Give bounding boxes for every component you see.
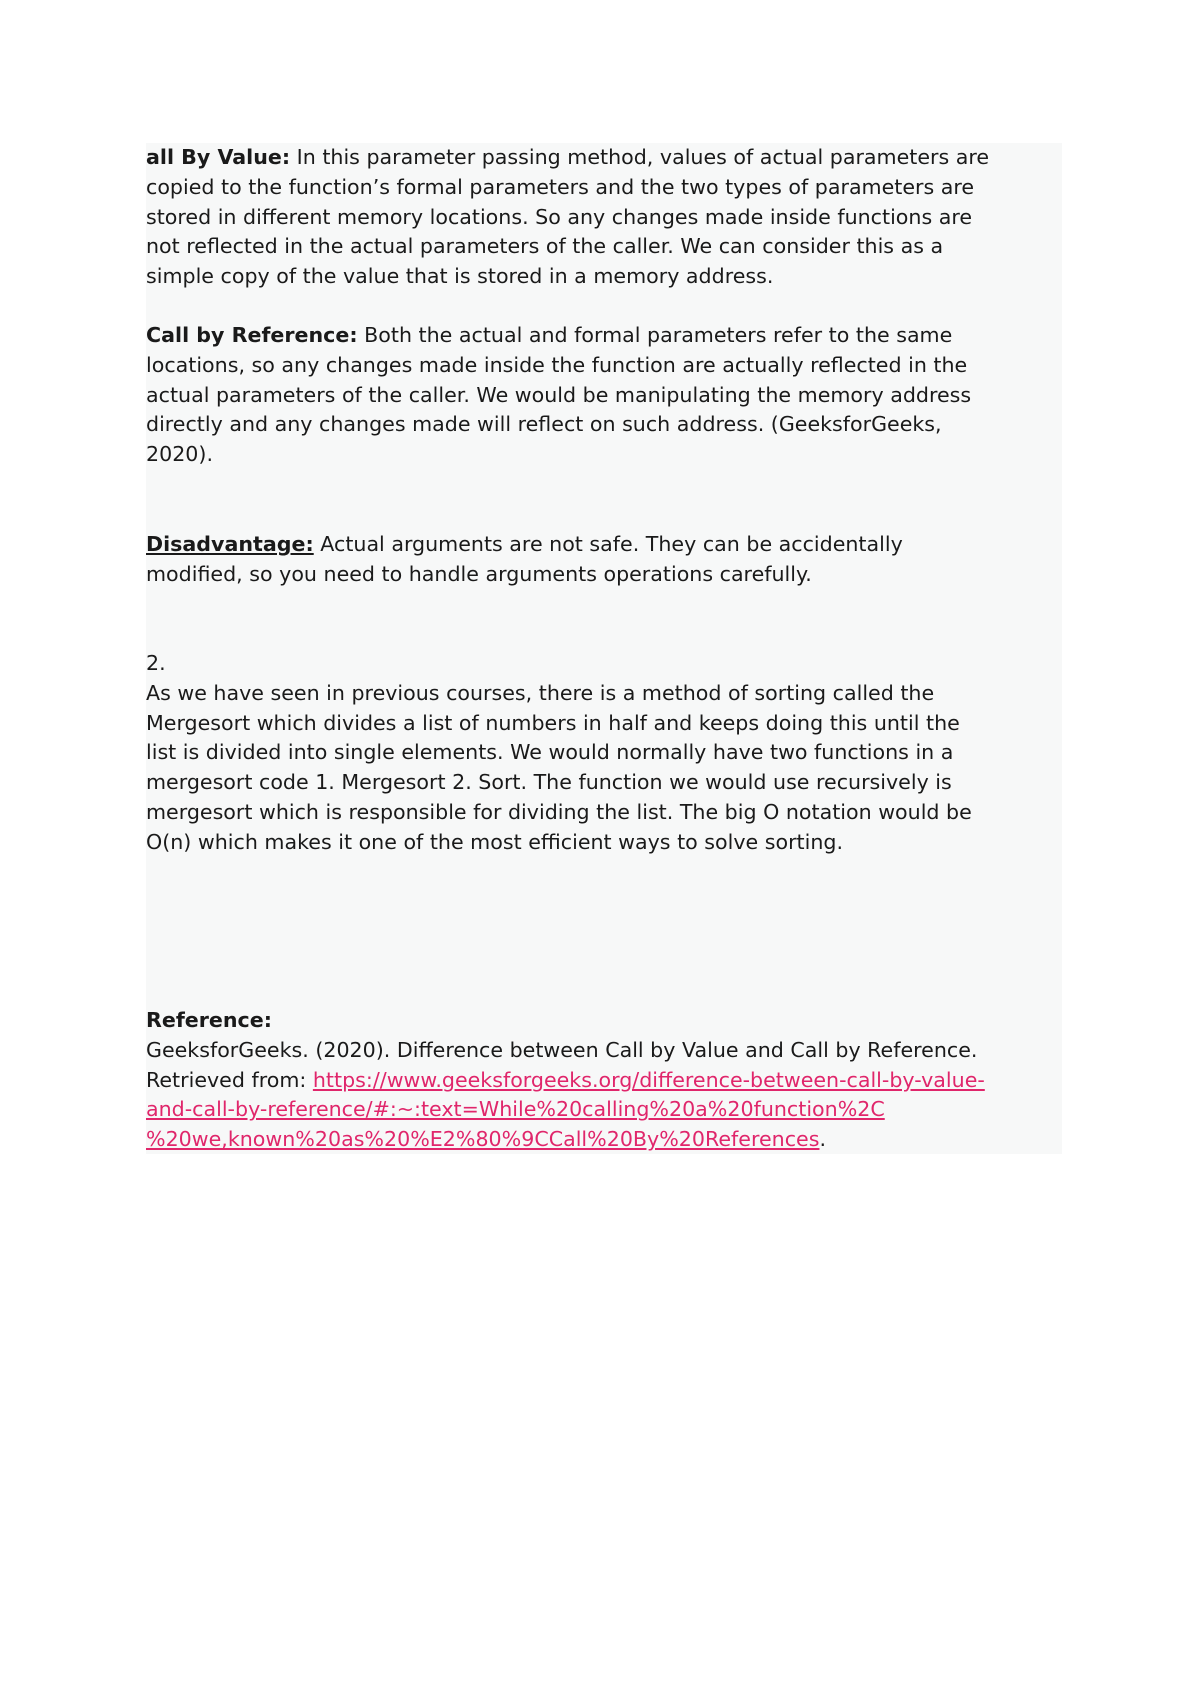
paragraph-line [146,143,989,173]
call-by-reference-heading: Call by Reference: [146,323,358,347]
paragraph-line: not reflected in the actual parameters of the caller. We can consider this as a [146,234,944,259]
reference-link-part-1[interactable]: https://www.geeksforgeeks.org/difference-between-call-by-value- [312,1067,985,1092]
paragraph-line: actual parameters of the caller. We would be manipulating the memory address [146,382,972,407]
paragraph-line: simple copy of the value that is stored in a memory address. [146,264,774,289]
paragraph-line: directly and any changes made will reflect on such address. (GeeksforGeeks, [146,412,942,437]
call-by-value-heading: all By Value: [146,145,291,169]
call-by-reference-paragraph [146,321,971,470]
paragraph-line: mergesort code 1. Mergesort 2. Sort. The function we would use recursively is [146,770,952,795]
paragraph-line: list is divided into single elements. We would normally have two functions in a [146,740,954,765]
call-by-value-paragraph [146,143,989,292]
disadvantage-heading: Disadvantage: [146,532,314,556]
question-2-paragraph [146,649,972,858]
reference-trailing-period: . [819,1127,826,1152]
paragraph-line: As we have seen in previous courses, there is a method of sorting called the [146,680,935,705]
paragraph-line: mergesort which is responsible for dividing the list. The big O notation would be [146,799,972,824]
document-body [146,143,1062,1154]
paragraph-line [146,530,903,560]
retrieved-from-label: Retrieved from: [146,1067,313,1092]
paragraph-text: In this parameter passing method, values of actual parameters are [290,145,990,169]
paragraph-line [146,1095,985,1125]
reference-citation: GeeksforGeeks. (2020). Difference between Call by Value and Call by Reference. [146,1037,978,1062]
paragraph-line [146,1125,985,1155]
reference-link-part-2[interactable]: and-call-by-reference/#:~:text=While%20calling%20a%20function%2C [146,1097,885,1122]
paragraph-line: stored in different memory locations. So any changes made inside functions are [146,204,973,229]
paragraph-line: O(n) which makes it one of the most efficient ways to solve sorting. [146,829,844,854]
reference-heading: Reference: [146,1008,272,1032]
reference-section [146,1006,985,1155]
question-number: 2. [146,651,166,675]
reference-link-part-3[interactable]: %20we,known%20as%20%E2%80%9CCall%20By%20References [146,1127,820,1152]
paragraph-line: 2020). [146,442,213,467]
paragraph-line [146,1066,985,1096]
paragraph-line [146,321,971,351]
paragraph-line: modified, so you need to handle arguments operations carefully. [146,561,812,586]
disadvantage-paragraph [146,530,903,590]
paragraph-line: copied to the function’s formal parameters and the two types of parameters are [146,174,975,199]
paragraph-line: Mergesort which divides a list of numbers in half and keeps doing this until the [146,710,960,735]
paragraph-line: locations, so any changes made inside the function are actually reflected in the [146,352,968,377]
paragraph-text: Both the actual and formal parameters refer to the same [357,323,953,347]
paragraph-text: Actual arguments are not safe. They can be accidentally [313,532,903,556]
